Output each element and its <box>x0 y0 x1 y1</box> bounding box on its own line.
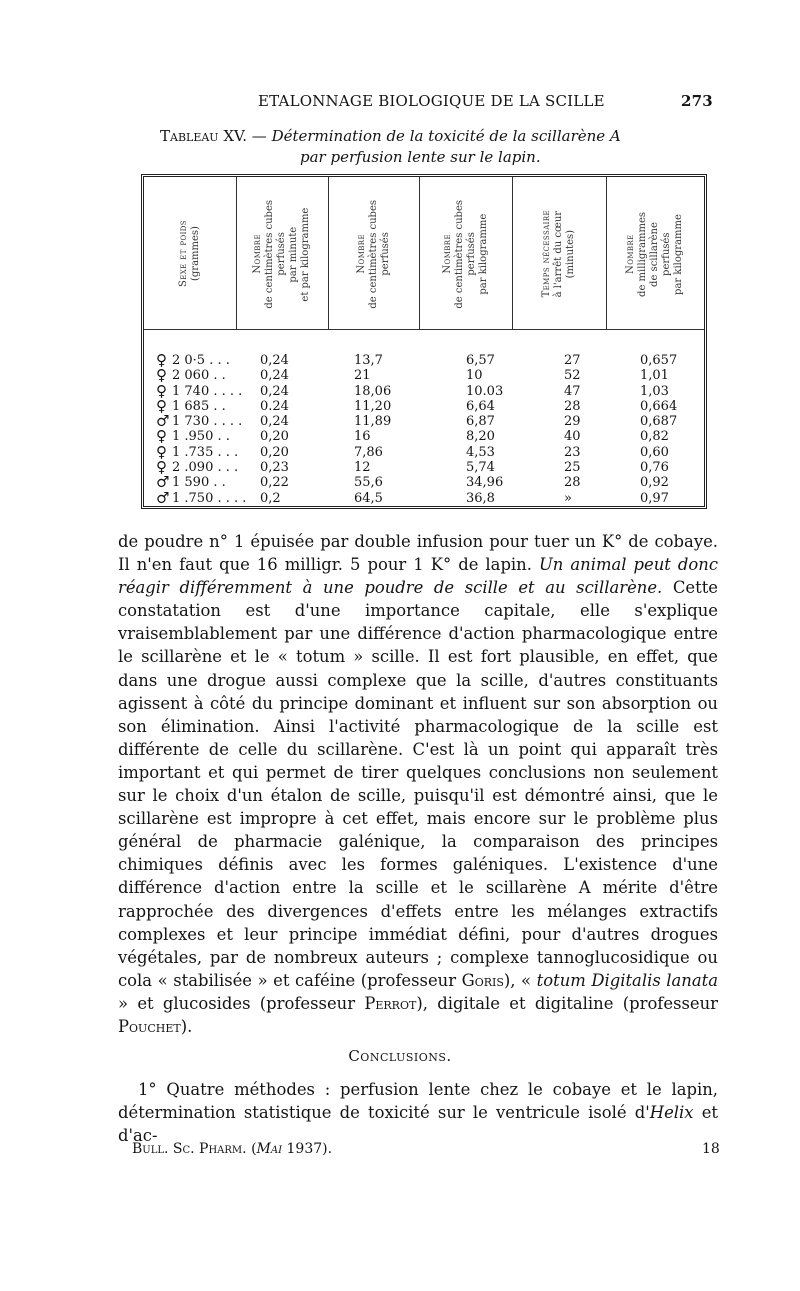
table-row <box>144 368 704 383</box>
column-header-total <box>328 183 419 325</box>
rate-cell: 0,20 <box>260 429 289 445</box>
total-cell: 64,5 <box>354 490 383 506</box>
section-heading: Conclusions. <box>348 1047 452 1065</box>
weight-cell: 2 0·5 . . . <box>172 353 230 368</box>
conclusions-paragraph <box>118 1078 718 1147</box>
caption-title-line2: par perfusion lente sur le lapin. <box>300 148 541 166</box>
table-body <box>144 353 704 506</box>
text-run: ), « <box>503 970 537 990</box>
per-kg-cell: 5,74 <box>466 460 495 476</box>
column-header-per-kg <box>419 183 512 325</box>
weight-cell: 2 060 . . <box>172 368 226 384</box>
text-run: de poudre n° 1 épuisée par double infusion pour tuer un K° de cobaye. Il n'en faut que 16 milligr. 5 pour 1 K° de lapin. <box>118 532 718 575</box>
column-header-mg <box>606 183 704 325</box>
mg-cell: 0,82 <box>640 429 669 445</box>
table-row <box>144 475 704 490</box>
table-row <box>144 488 704 507</box>
text-run: 1937). <box>282 1141 333 1157</box>
time-cell: 40 <box>564 429 581 445</box>
weight-cell: 2 .090 . . . <box>172 460 239 476</box>
weight-cell: 1 740 . . . . <box>172 383 243 399</box>
column-header-subtitle: de centimètres cubes perfusés par minute et par kilogramme <box>264 199 311 309</box>
text-run: et d'ac- <box>118 1103 719 1146</box>
total-cell: 7,86 <box>354 444 383 460</box>
weight-cell: 1 685 . . <box>172 398 226 414</box>
sex-symbol: ♀ <box>156 396 167 415</box>
per-kg-cell: 6,57 <box>466 353 495 368</box>
sex-symbol: ♀ <box>156 427 167 446</box>
column-header-title: Nombre <box>252 234 263 274</box>
column-header-subtitle: (grammes) <box>190 226 201 282</box>
rate-cell: 0,24 <box>260 383 289 399</box>
rate-cell: 0,20 <box>260 444 289 460</box>
table-row <box>144 353 704 368</box>
total-cell: 11,20 <box>354 398 392 414</box>
per-kg-cell: 6,64 <box>466 398 495 414</box>
mg-cell: 0,687 <box>640 414 678 430</box>
column-header-rate <box>236 183 328 325</box>
page-number: 273 <box>681 92 713 110</box>
column-header-subtitle: de centimètres cubes perfusés par kilogramme <box>453 199 489 309</box>
total-cell: 12 <box>354 460 371 476</box>
table-row <box>144 381 704 400</box>
mg-cell: 0,97 <box>640 490 669 506</box>
sex-symbol: ♀ <box>156 458 167 477</box>
time-cell: 29 <box>564 414 581 430</box>
author-name: Pouchet <box>118 1016 181 1036</box>
author-name: Perrot <box>364 993 417 1013</box>
total-cell: 18,06 <box>354 383 392 399</box>
caption-title-line1: Détermination de la toxicité de la scillarène A <box>271 127 621 145</box>
sex-symbol: ♀ <box>156 442 167 461</box>
rate-cell: 0,24 <box>260 368 289 384</box>
journal-reference <box>132 1141 332 1157</box>
table-row <box>144 396 704 415</box>
weight-cell: 1 .750 . . . . <box>172 490 247 506</box>
sex-symbol: ♂ <box>156 412 170 431</box>
sex-symbol: ♀ <box>156 351 167 369</box>
column-header-title: Nombre <box>625 234 636 274</box>
table-row <box>144 429 704 444</box>
sex-symbol: ♀ <box>156 366 167 385</box>
time-cell: 52 <box>564 368 581 384</box>
time-cell: 23 <box>564 444 581 460</box>
mg-cell: 0,60 <box>640 444 669 460</box>
per-kg-cell: 10.03 <box>466 383 504 399</box>
column-header-title: Temps nécessaire <box>541 210 552 298</box>
mg-cell: 1,03 <box>640 383 669 399</box>
body-paragraph <box>118 530 718 1038</box>
sex-symbol: ♀ <box>156 381 167 400</box>
time-cell: 47 <box>564 383 581 399</box>
table-label: Tableau XV. <box>160 127 248 145</box>
sex-symbol: ♂ <box>156 488 170 507</box>
text-run: ). <box>180 1016 193 1036</box>
weight-cell: 1 730 . . . . <box>172 414 243 430</box>
italic-run: totum Digitalis lanata <box>536 970 718 990</box>
time-cell: 28 <box>564 475 581 491</box>
column-header-subtitle: de milligrammes de scillarène perfusés par kilogramme <box>637 211 684 297</box>
time-cell: 28 <box>564 398 581 414</box>
column-header-sex-weight <box>144 183 236 325</box>
column-header-subtitle: à l'arrêt du cœur (minutes) <box>553 210 576 298</box>
mg-cell: 0,76 <box>640 460 669 476</box>
table-row <box>144 414 704 429</box>
sex-symbol: ♂ <box>156 473 170 492</box>
column-header-title: Sexe et poids <box>178 220 189 288</box>
rate-cell: 0,2 <box>260 490 281 506</box>
per-kg-cell: 8,20 <box>466 429 495 445</box>
italic-run: Mai <box>256 1141 283 1157</box>
total-cell: 21 <box>354 368 371 384</box>
rate-cell: 0,23 <box>260 460 289 476</box>
per-kg-cell: 10 <box>466 368 483 384</box>
column-header-subtitle: de centimètres cubes perfusés <box>367 199 391 309</box>
text-run: 1° Quatre méthodes : perfusion lente chez le cobaye et le lapin, détermination statistique de toxicité sur le ventricule isolé d' <box>118 1080 718 1123</box>
per-kg-cell: 36,8 <box>466 490 495 506</box>
per-kg-cell: 4,53 <box>466 444 495 460</box>
per-kg-cell: 34,96 <box>466 475 504 491</box>
total-cell: 55,6 <box>354 475 383 491</box>
data-table <box>141 174 707 509</box>
rate-cell: 0,24 <box>260 414 289 430</box>
total-cell: 13,7 <box>354 353 383 368</box>
italic-run: Helix <box>649 1103 694 1123</box>
weight-cell: 1 .735 . . . <box>172 444 239 460</box>
caption-dash: — <box>247 127 272 145</box>
time-cell: 27 <box>564 353 581 368</box>
rate-cell: 0,22 <box>260 475 289 491</box>
mg-cell: 1,01 <box>640 368 669 384</box>
text-run: » et glucosides (professeur <box>118 993 365 1013</box>
text-run: ), digitale et digitaline (professeur <box>416 993 718 1013</box>
time-cell: » <box>564 490 572 506</box>
header-divider <box>144 329 704 330</box>
running-title: ETALONNAGE BIOLOGIQUE DE LA SCILLE <box>258 92 605 110</box>
per-kg-cell: 6,87 <box>466 414 495 430</box>
table-row <box>144 460 704 475</box>
mg-cell: 0,657 <box>640 353 678 368</box>
column-header-title: Nombre <box>441 234 453 274</box>
rate-cell: 0,24 <box>260 353 289 368</box>
text-run: Bull. Sc. Pharm. ( <box>132 1141 257 1157</box>
weight-cell: 1 .950 . . <box>172 429 230 445</box>
column-header-time <box>512 183 606 325</box>
table-row <box>144 442 704 461</box>
total-cell: 11,89 <box>354 414 392 430</box>
column-header-title: Nombre <box>355 234 367 274</box>
total-cell: 16 <box>354 429 371 445</box>
italic-run: Un animal peut donc réagir différemment à une poudre de scille et au scillarène. <box>118 555 718 598</box>
time-cell: 25 <box>564 460 581 476</box>
signature-mark: 18 <box>702 1141 720 1157</box>
mg-cell: 0,664 <box>640 398 678 414</box>
author-name: Goris <box>461 970 504 990</box>
mg-cell: 0,92 <box>640 475 669 491</box>
text-run: Cette constatation est d'une importance capitale, elle s'explique vraisemblablement par une différence d'action pharmacologique entre le scillarène et le « totum » scille. Il est fort plausible, en effet, que dans une drogue aussi complexe que la scille, d'autres constituants agissent à côté du principe dominant et influent sur son absorption ou son élimination. Ainsi l'activité pharmacologique de la scille est différente de celle du scillarène. C'est là un point qui apparaît très important et qui permet de tirer quelques conclusions non seulement sur le choix d'un étalon de scille, puisqu'il est démontré ainsi, que le scillarène est impropre à cet effet, mais encore sur le problème plus général de pharmacie galénique, la comparaison des principes chimiques définis avec les formes galéniques. L'existence d'une différence d'action entre la scille et le scillarène A mérite d'être rapprochée des divergences d'effets entre les mélanges extractifs complexes et leur principe immédiat défini, pour d'autres drogues végétales, par de nombreux auteurs ; complexe tannoglucosidique ou cola « stabilisée » et caféine (professeur <box>118 578 718 990</box>
table-caption <box>160 126 680 168</box>
weight-cell: 1 590 . . <box>172 475 226 491</box>
rate-cell: 0.24 <box>260 398 289 414</box>
